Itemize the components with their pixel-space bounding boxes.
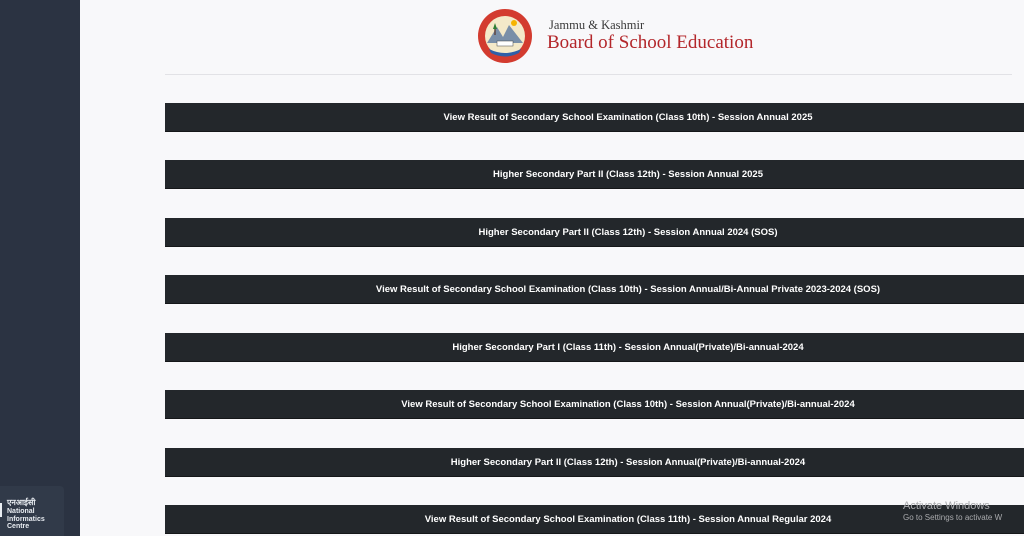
nic-name [7, 508, 45, 531]
brand-subtitle: Jammu & Kashmir [549, 18, 645, 32]
result-link-5[interactable]: Higher Secondary Part I (Class 11th) - Session Annual(Private)/Bi-annual-2024 [165, 333, 1024, 362]
result-link-1[interactable]: View Result of Secondary School Examination (Class 10th) - Session Annual 2025 [165, 103, 1024, 132]
jkbose-logo-icon [475, 7, 535, 65]
result-link-8[interactable]: View Result of Secondary School Examination (Class 11th) - Session Annual Regular 2024 [165, 505, 1024, 534]
result-link-7[interactable]: Higher Secondary Part II (Class 12th) - Session Annual(Private)/Bi-annual-2024 [165, 448, 1024, 477]
nic-hindi-label: एनआईसी [7, 498, 36, 507]
result-link-3[interactable]: Higher Secondary Part II (Class 12th) - Session Annual 2024 (SOS) [165, 218, 1024, 247]
result-link-4[interactable]: View Result of Secondary School Examination (Class 10th) - Session Annual/Bi-Annual Private 2023-2024 (SOS) [165, 275, 1024, 304]
left-sidebar [0, 0, 80, 536]
result-link-2[interactable]: Higher Secondary Part II (Class 12th) - Session Annual 2025 [165, 160, 1024, 189]
nic-line-2: Informatics [7, 515, 45, 523]
brand-title: Board of School Education [547, 32, 754, 53]
header-divider [165, 74, 1012, 75]
activate-windows-watermark [903, 500, 1002, 522]
nic-badge[interactable] [0, 486, 64, 536]
nic-line-1: National [7, 508, 35, 515]
watermark-title: Activate Windows [903, 500, 990, 512]
result-link-6[interactable]: View Result of Secondary School Examination (Class 10th) - Session Annual(Private)/Bi-annual-2024 [165, 390, 1024, 419]
site-header [80, 0, 1024, 74]
nic-logo-mark [0, 503, 2, 517]
nic-line-3: Centre [7, 523, 30, 530]
watermark-subtitle: Go to Settings to activate W [903, 513, 1003, 522]
main-content [80, 0, 1024, 536]
